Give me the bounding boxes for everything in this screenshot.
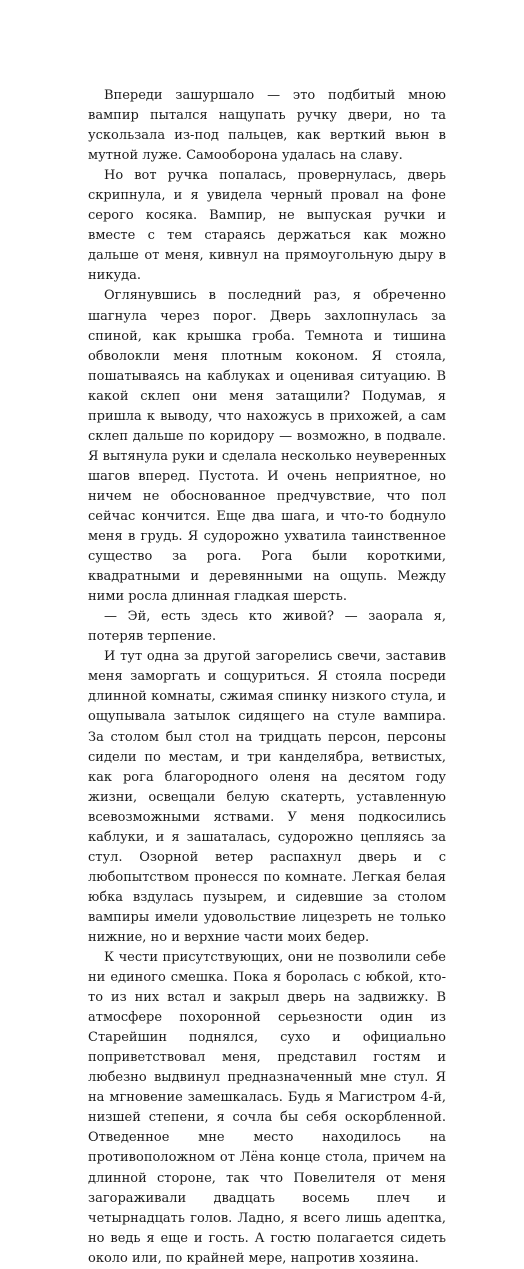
paragraph: К чести присутствующих, они не позволили себе ни единого смешка. Пока я боролась с юбкой, кто-то из них встал и закрыл дверь на задвижку. В атмосфере похоронной серьезности один из Старейшин поднялся, сухо и официально поприветствовал меня, представил гостям и любезно выдвинул предназначенный мне стул. Я на мгновение замешкалась. Будь я Магистром 4-й, низшей степени, я сочла бы себя оскорбленной. Отведенное мне место находилось на противоположном от Лёна конце стола, причем на длинной стороне, так что Повелителя от меня загораживали двадцать восемь плеч и четырнадцать голов. Ладно, я всего лишь адептка, но ведь я еще и гость. А гостю полагается сидеть около или, по крайней мере, напротив хозяина. [88,950,446,1266]
paragraph: — Эй, есть здесь кто живой? — заорала я, потеряв терпение. [88,609,446,645]
paragraph: Оглянувшись в последний раз, я обреченно шагнула через порог. Дверь захлопнулась за спиной, как крышка гроба. Темнота и тишина обволокли меня плотным коконом. Я стояла, пошатываясь на каблуках и оценивая ситуацию. В какой склеп они меня затащили? Подумав, я пришла к выводу, что нахожусь в прихожей, а сам склеп дальше по коридору — возможно, в подвале. Я вытянула руки и сделала несколько неуверенных шагов вперед. Пустота. И очень неприятное, но ничем не обоснованное предчувствие, что пол сейчас кончится. Еще два шага, и что-то боднуло меня в грудь. Я судорожно ухватила таинственное существо за рога. Рога были короткими, квадратными и деревянными на ощупь. Между ними росла длинная гладкая шерсть. [88,288,447,605]
paragraph: И тут одна за другой загорелись свечи, заставив меня заморгать и сощуриться. Я стояла посреди длинной комнаты, сжимая спинку низкого стула, и ощупывала затылок сидящего на стуле вампира. За столом был стол на тридцать персон, персоны сидели по местам, и три канделябра, ветвистых, как рога благородного оленя на десятом году жизни, освещали белую скатерть, уставленную всевозможными яствами. У меня подкосились каблуки, и я зашаталась, судорожно цепляясь за стул. Озорной ветер распахнул дверь и с любопытством пронесся по комнате. Легкая белая юбка вздулась пузырем, и сидевшие за столом вампиры имели удовольствие лицезреть не только нижние, но и верхние части моих бедер. [88,649,446,945]
page-text [88,86,446,1269]
paragraph: Но вот ручка попалась, провернулась, дверь скрипнула, и я увидела черный провал на фоне серого косяка. Вампир, не выпуская ручки и вместе с тем стараясь держаться как можно дальше от меня, кивнул на прямоугольную дыру в никуда. [88,168,446,284]
paragraph: Впереди зашуршало — это подбитый мною вампир пытался нащупать ручку двери, но та ускользала из-под пальцев, как верткий вьюн в мутной луже. Самооборона удалась на славу. [88,88,446,164]
